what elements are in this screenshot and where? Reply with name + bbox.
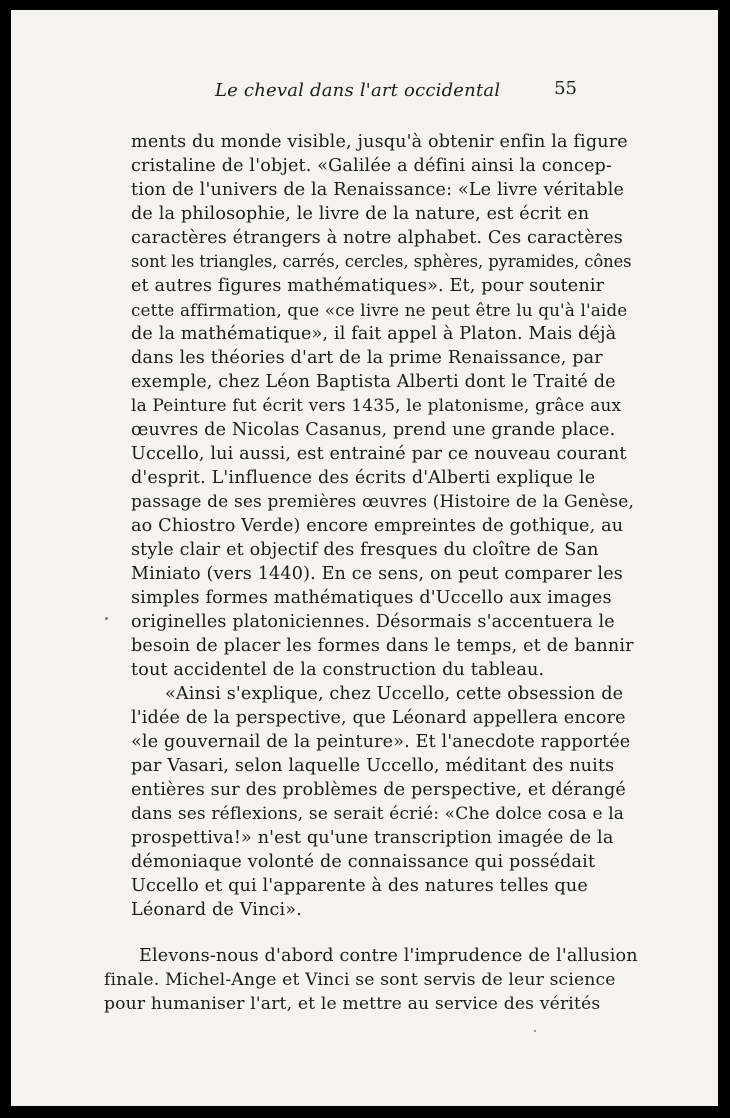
text-line: cette affirmation, que «ce livre ne peut être lu qu'à l'aide — [131, 300, 628, 320]
text-line: ao Chiostro Verde) encore empreintes de gothique, au — [131, 516, 624, 536]
text-line: Elevons-nous d'abord contre l'imprudence de l'allusion — [139, 946, 638, 966]
text-line: tout accidentel de la construction du tableau. — [131, 660, 545, 680]
text-line: «le gouvernail de la peinture». Et l'anecdote rapportée — [131, 732, 631, 752]
text-line: pour humaniser l'art, et le mettre au service des vérités — [104, 994, 601, 1014]
running-head — [215, 80, 577, 110]
text-line: exemple, chez Léon Baptista Alberti dont le Traité de — [131, 372, 616, 392]
text-line: l'idée de la perspective, que Léonard appellera encore — [131, 708, 626, 728]
paper-speck — [105, 617, 108, 620]
text-line: «Ainsi s'explique, chez Uccello, cette obsession de — [165, 684, 624, 704]
text-line: dans ses réflexions, se serait écrié: «Che dolce cosa e la — [131, 804, 625, 824]
text-line: Uccello et qui l'apparente à des natures telles que — [131, 876, 588, 896]
text-line: Léonard de Vinci». — [131, 900, 302, 920]
text-line: de la philosophie, le livre de la nature, est écrit en — [131, 204, 590, 224]
text-line: simples formes mathématiques d'Uccello aux images — [131, 588, 612, 608]
text-line: tion de l'univers de la Renaissance: «Le livre véritable — [131, 180, 625, 200]
text-line: par Vasari, selon laquelle Uccello, méditant des nuits — [131, 756, 615, 776]
book-page — [11, 10, 718, 1106]
text-line: œuvres de Nicolas Casanus, prend une grande place. — [131, 420, 616, 440]
text-line: style clair et objectif des fresques du cloître de San — [131, 540, 599, 560]
text-line: prospettiva!» n'est qu'une transcription imagée de la — [131, 828, 614, 848]
text-line: d'esprit. L'influence des écrits d'Alberti explique le — [131, 468, 596, 488]
text-line: passage de ses premières œuvres (Histoire de la Genèse, — [131, 492, 635, 512]
text-line: la Peinture fut écrit vers 1435, le platonisme, grâce aux — [131, 396, 622, 416]
text-line: Miniato (vers 1440). En ce sens, on peut comparer les — [131, 564, 623, 584]
text-line: besoin de placer les formes dans le temps, et de bannir — [131, 636, 634, 656]
text-line: finale. Michel-Ange et Vinci se sont servis de leur science — [104, 970, 616, 990]
paper-speck — [534, 1030, 536, 1032]
running-title: Le cheval dans l'art occidental — [215, 80, 501, 101]
text-line: originelles platoniciennes. Désormais s'accentuera le — [131, 612, 615, 632]
text-line: de la mathématique», il fait appel à Platon. Mais déjà — [131, 324, 617, 344]
text-line: démoniaque volonté de connaissance qui possédait — [131, 852, 596, 872]
text-line: dans les théories d'art de la prime Renaissance, par — [131, 348, 603, 368]
text-line: caractères étrangers à notre alphabet. Ces caractères — [131, 228, 623, 248]
text-line: entières sur des problèmes de perspective, et dérangé — [131, 780, 626, 800]
text-line: Uccello, lui aussi, est entrainé par ce nouveau courant — [131, 444, 627, 464]
text-line: cristaline de l'objet. «Galilée a défini ainsi la concep- — [131, 156, 613, 176]
text-line: ments du monde visible, jusqu'à obtenir enfin la figure — [131, 132, 628, 152]
text-line: et autres figures mathématiques». Et, pour soutenir — [131, 276, 605, 296]
text-line: sont les triangles, carrés, cercles, sphères, pyramides, cônes — [131, 252, 632, 271]
page-number: 55 — [554, 78, 577, 99]
